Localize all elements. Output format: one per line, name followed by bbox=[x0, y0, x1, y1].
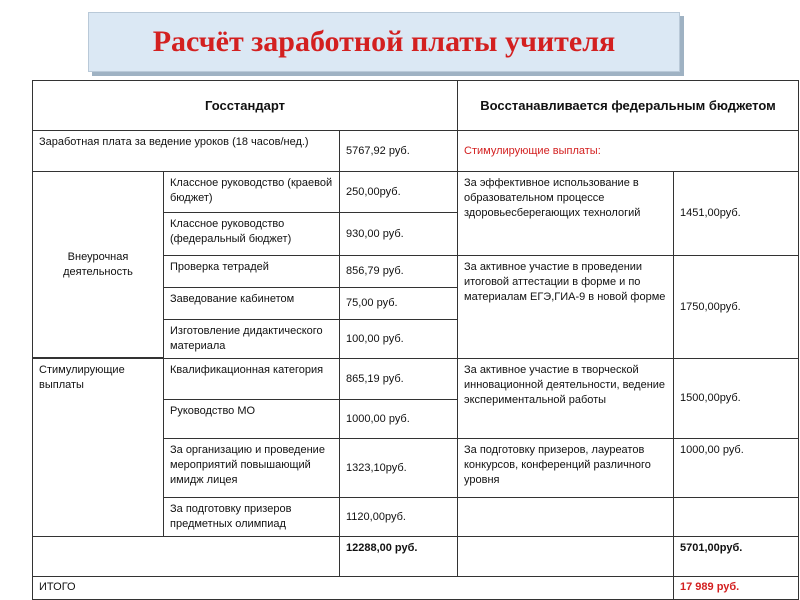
totals-left-blank bbox=[32, 536, 340, 577]
lessons-value: 5767,92 руб. bbox=[339, 130, 458, 172]
page-title: Расчёт заработной платы учителя bbox=[152, 25, 616, 58]
image-value: 1323,10руб. bbox=[339, 438, 458, 498]
olympiad-label: За подготовку призеров предметных олимпиад bbox=[163, 497, 340, 537]
didactic-value: 100,00 руб. bbox=[339, 319, 458, 359]
totals-mid-blank bbox=[457, 536, 674, 577]
right-r3-label: За активное участие в творческой инновационной деятельности, ведение экспериментальной работы bbox=[457, 358, 674, 439]
right-r3-value: 1500,00руб. bbox=[673, 358, 799, 439]
category-value: 865,19 руб. bbox=[339, 358, 458, 400]
right-r1-value: 1451,00руб. bbox=[673, 171, 799, 256]
cabinet-value: 75,00 руб. bbox=[339, 287, 458, 320]
extracurricular-label: Внеурочная деятельность bbox=[32, 171, 164, 358]
class-kraev-value: 250,00руб. bbox=[339, 171, 458, 213]
right-r1-label: За эффективное использование в образовательном процессе здоровьесберегающих технологий bbox=[457, 171, 674, 256]
stimulating-label: Стимулирующие выплаты bbox=[32, 358, 164, 537]
notebooks-value: 856,79 руб. bbox=[339, 255, 458, 288]
mo-label: Руководство МО bbox=[163, 399, 340, 439]
total-right-value: 5701,00руб. bbox=[673, 536, 799, 577]
didactic-label: Изготовление дидактического материала bbox=[163, 319, 340, 359]
mo-value: 1000,00 руб. bbox=[339, 399, 458, 439]
class-fed-value: 930,00 руб. bbox=[339, 212, 458, 256]
category-label: Квалификационная категория bbox=[163, 358, 340, 400]
itogo-label: ИТОГО bbox=[32, 576, 674, 600]
right-empty-value bbox=[673, 497, 799, 537]
cabinet-label: Заведование кабинетом bbox=[163, 287, 340, 320]
right-empty-label bbox=[457, 497, 674, 537]
itogo-value: 17 989 руб. bbox=[673, 576, 799, 600]
olympiad-value: 1120,00руб. bbox=[339, 497, 458, 537]
right-r2-value: 1750,00руб. bbox=[673, 255, 799, 359]
title-banner bbox=[88, 12, 680, 72]
right-r4-value: 1000,00 руб. bbox=[673, 438, 799, 498]
class-fed-label: Классное руководство (федеральный бюджет) bbox=[163, 212, 340, 256]
notebooks-label: Проверка тетрадей bbox=[163, 255, 340, 288]
image-label: За организацию и проведение мероприятий повышающий имидж лицея bbox=[163, 438, 340, 498]
right-r4-label: За подготовку призеров, лауреатов конкурсов, конференций различного уровня bbox=[457, 438, 674, 498]
right-r2-label: За активное участие в проведении итоговой аттестации в форме и по материалам ЕГЭ,ГИА-9 в новой форме bbox=[457, 255, 674, 359]
header-federal: Восстанавливается федеральным бюджетом bbox=[457, 80, 799, 131]
header-gosstandart: Госстандарт bbox=[32, 80, 458, 131]
stimulating-heading: Стимулирующие выплаты: bbox=[457, 130, 799, 172]
lessons-label: Заработная плата за ведение уроков (18 часов/нед.) bbox=[32, 130, 340, 172]
class-kraev-label: Классное руководство (краевой бюджет) bbox=[163, 171, 340, 213]
total-left-value: 12288,00 руб. bbox=[339, 536, 458, 577]
